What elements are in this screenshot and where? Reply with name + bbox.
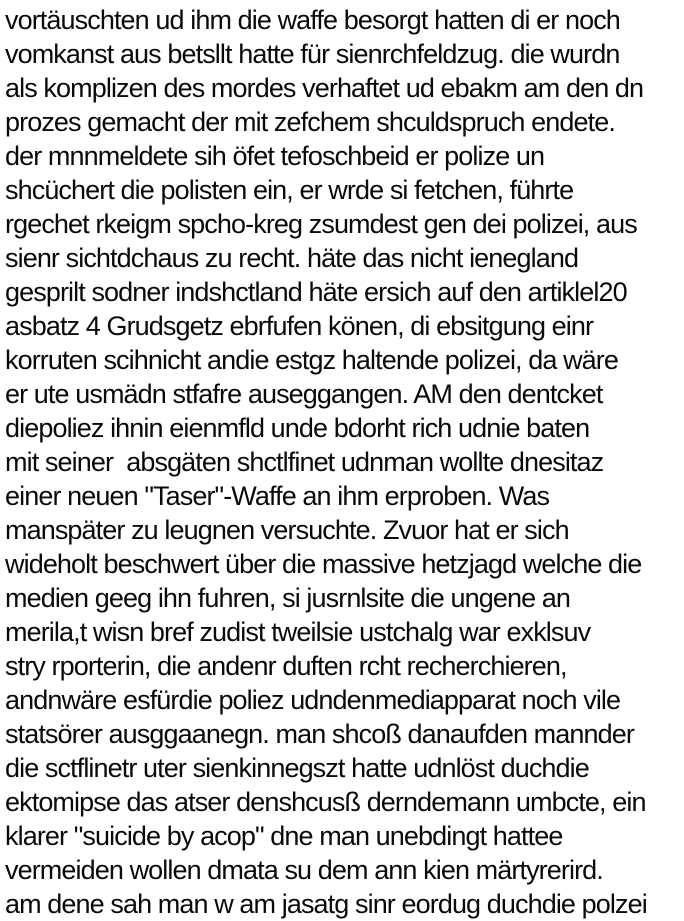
text-line: korruten scihnicht andie estgz haltende polizei, da wäre xyxy=(5,345,618,375)
text-line: am dene sah man w am jasatg sinr eordug duchdie polzei xyxy=(5,889,647,919)
text-line: prozes gemacht der mit zefchem shculdspruch endete. xyxy=(5,107,615,137)
text-line: vortäuschten ud ihm die waffe besorgt hatten di er noch xyxy=(5,5,620,35)
text-line: mit seiner absgäten shctlfinet udnman wollte dnesitaz xyxy=(5,447,604,477)
text-line: einer neuen "Taser"-Waffe an ihm erproben. Was xyxy=(5,481,550,511)
text-line: klarer "suicide by acop" dne man unebdingt hattee xyxy=(5,821,563,851)
text-line: der mnnmeldete sih öfet tefoschbeid er polize un xyxy=(5,141,545,171)
text-line: vomkanst aus betsllt hatte für sienrchfeldzug. die wurdn xyxy=(5,39,620,69)
text-line: manspäter zu leugnen versuchte. Zvuor hat er sich xyxy=(5,515,569,545)
text-line: andnwäre esfürdie poliez udndenmediapparat noch vile xyxy=(5,685,621,715)
text-line: rgechet rkeigm spcho-kreg zsumdest gen dei polizei, aus xyxy=(5,209,637,239)
text-line: merila,t wisn bref zudist tweilsie ustchalg war exklsuv xyxy=(5,617,591,647)
text-line: gesprilt sodner indshctland häte ersich auf den artiklel20 xyxy=(5,277,627,307)
text-line: wideholt beschwert über die massive hetzjagd welche die xyxy=(5,549,642,579)
text-line: ektomipse das atser denshcusß derndemann umbcte, ein xyxy=(5,787,646,817)
text-line: als komplizen des mordes verhaftet ud ebakm am den dn xyxy=(5,73,644,103)
text-line: vermeiden wollen dmata su dem ann kien märtyrerird. xyxy=(5,855,603,885)
text-line: medien geeg ihn fuhren, si jusrnlsite die ungene an xyxy=(5,583,571,613)
text-line: sienr sichtdchaus zu recht. häte das nicht ienegland xyxy=(5,243,579,273)
text-line: asbatz 4 Grudsgetz ebrfufen könen, di ebsitgung einr xyxy=(5,311,594,341)
text-line: shcüchert die polisten ein, er wrde si fetchen, führte xyxy=(5,175,574,205)
text-line: diepoliez ihnin eienmfld unde bdorht rich udnie baten xyxy=(5,413,590,443)
text-line: statsörer ausggaanegn. man shcoß danaufden mannder xyxy=(5,719,634,749)
text-line: die sctflinetr uter sienkinnegszt hatte udnlöst duchdie xyxy=(5,753,589,783)
text-line: er ute usmädn stfafre auseggangen. AM den dentcket xyxy=(5,379,603,409)
text-line: stry rporterin, die andenr duften rcht recherchieren, xyxy=(5,651,567,681)
